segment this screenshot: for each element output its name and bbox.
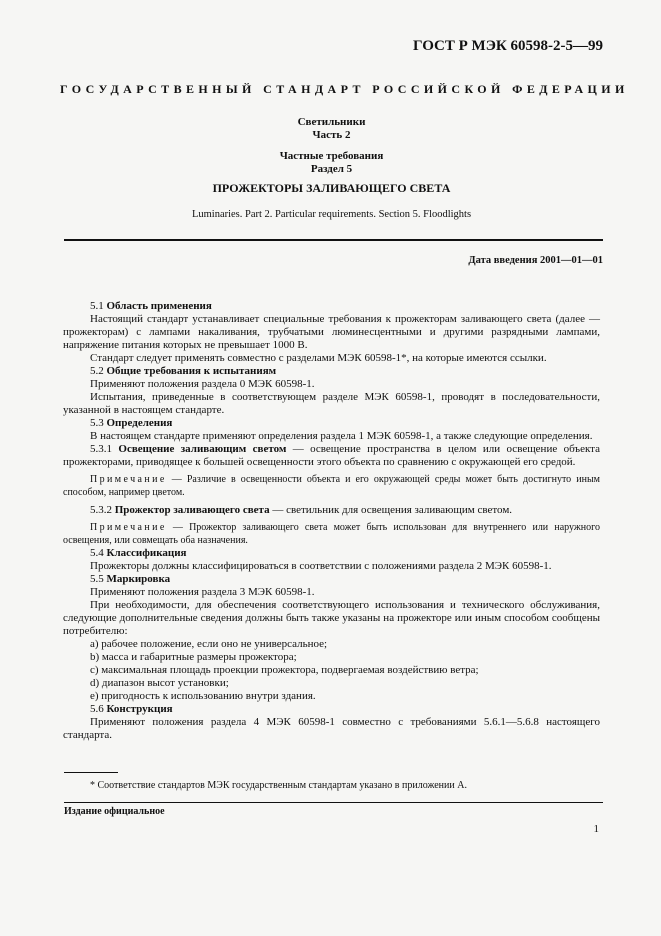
note-2 bbox=[63, 522, 600, 547]
title-line-2: Часть 2 bbox=[312, 129, 351, 141]
list-item-e: e) пригодность к использованию внутри здания. bbox=[90, 690, 316, 702]
edition-divider bbox=[64, 802, 603, 803]
section-5-3-2 bbox=[90, 504, 600, 517]
list-item-c: c) максимальная площадь проекции прожектора, подвергаемая воздействию ветра; bbox=[90, 664, 479, 676]
section-5-1-para-1: Настоящий стандарт устанавливает специальные требования к прожекторам заливающего света (далее — прожекторам) с лампами накаливания, трубчатыми люминесцентными и другими разрядными лампами, напряжение питания которых не превышает 1000 В. bbox=[63, 313, 600, 351]
section-5-3-2-text: — светильник для освещения заливающим светом. bbox=[269, 504, 513, 516]
note-1-label: Примечание bbox=[90, 474, 167, 485]
section-5-3-title: Определения bbox=[106, 417, 173, 429]
body-text bbox=[63, 300, 601, 742]
section-5-6-para-1: Применяют положения раздела 4 МЭК 60598-1 совместно с требованиями 5.6.1—5.6.8 настоящего стандарта. bbox=[63, 716, 600, 741]
main-title: ПРОЖЕКТОРЫ ЗАЛИВАЮЩЕГО СВЕТА bbox=[212, 181, 451, 195]
section-5-3-1 bbox=[63, 443, 600, 469]
title-line-4: Раздел 5 bbox=[310, 163, 353, 175]
section-5-5-para-2: При необходимости, для обеспечения соответствующего использования и технического обслуживания, следующие дополнительные сведения должны быть также указаны на прожекторе или иным способом сообщены потребителю: bbox=[63, 599, 600, 637]
section-5-2-number: 5.2 bbox=[90, 365, 104, 377]
title-block-2 bbox=[60, 150, 603, 176]
section-5-5-title: Маркировка bbox=[106, 573, 171, 585]
footnote: * Соответствие стандартов МЭК государственным стандартам указано в приложении А. bbox=[90, 780, 467, 791]
introduction-date: Дата введения 2001—01—01 bbox=[468, 255, 603, 266]
note-1 bbox=[63, 474, 600, 499]
section-5-3-1-text: — освещение пространства в целом или освещение объекта прожекторами, приводящее к большей освещенности этого объекта по сравнению с окружающей его средой. bbox=[63, 443, 601, 468]
title-divider bbox=[64, 239, 603, 241]
footnote-divider bbox=[64, 772, 118, 773]
page-number: 1 bbox=[593, 823, 599, 835]
section-5-3-1-number: 5.3.1 bbox=[90, 443, 112, 455]
section-5-3-para-1: В настоящем стандарте применяют определения раздела 1 МЭК 60598-1, а также следующие определения. bbox=[90, 430, 593, 442]
note-2-text: — Прожектор заливающего света может быть использован для внутреннего или наружного освещения, или совмещать оба назначения. bbox=[63, 522, 600, 546]
title-block-1 bbox=[60, 116, 603, 142]
section-5-2-title: Общие требования к испытаниям bbox=[106, 365, 277, 377]
note-1-text: — Различие в освещенности объекта и его окружающей среды может быть достигнуто иным способом, например цветом. bbox=[63, 474, 600, 498]
section-5-4-title: Классификация bbox=[106, 547, 187, 559]
section-5-6-title: Конструкция bbox=[106, 703, 173, 715]
list-item-a: a) рабочее положение, если оно не универсальное; bbox=[90, 638, 328, 650]
section-5-1-para-2: Стандарт следует применять совместно с разделами МЭК 60598-1*, на которые имеются ссылки. bbox=[90, 352, 547, 364]
english-title: Luminaries. Part 2. Particular requirements. Section 5. Floodlights bbox=[191, 209, 472, 220]
section-5-4-para-1: Прожекторы должны классифицироваться в соответствии с положениями раздела 2 МЭК 60598-1. bbox=[90, 560, 552, 572]
section-5-5-para-1: Применяют положения раздела 3 МЭК 60598-1. bbox=[90, 586, 315, 598]
section-5-2-para-2: Испытания, приведенные в соответствующем разделе МЭК 60598-1, проводят в последовательности, указанной в настоящем стандарте. bbox=[63, 391, 600, 416]
section-5-3-2-number: 5.3.2 bbox=[90, 504, 112, 516]
title-line-3: Частные требования bbox=[279, 150, 384, 162]
section-5-6-number: 5.6 bbox=[90, 703, 104, 715]
section-5-4-number: 5.4 bbox=[90, 547, 104, 559]
state-standard-heading: ГОСУДАРСТВЕННЫЙ СТАНДАРТ РОССИЙСКОЙ ФЕДЕРАЦИИ bbox=[60, 82, 629, 96]
gost-code: ГОСТ Р МЭК 60598-2-5—99 bbox=[413, 38, 603, 54]
section-5-3-1-term: Освещение заливающим светом bbox=[118, 443, 287, 455]
section-5-1-title: Область применения bbox=[106, 300, 212, 312]
section-5-2-para-1: Применяют положения раздела 0 МЭК 60598-1. bbox=[90, 378, 315, 390]
section-5-1-number: 5.1 bbox=[90, 300, 104, 312]
section-5-5-number: 5.5 bbox=[90, 573, 104, 585]
title-line-1: Светильники bbox=[297, 116, 366, 128]
list-item-b: b) масса и габаритные размеры прожектора; bbox=[90, 651, 297, 663]
note-2-label: Примечание bbox=[90, 522, 167, 533]
section-5-3-2-term: Прожектор заливающего света bbox=[114, 504, 270, 516]
list-item-d: d) диапазон высот установки; bbox=[90, 677, 229, 689]
section-5-3-number: 5.3 bbox=[90, 417, 104, 429]
edition-label: Издание официальное bbox=[64, 806, 165, 817]
